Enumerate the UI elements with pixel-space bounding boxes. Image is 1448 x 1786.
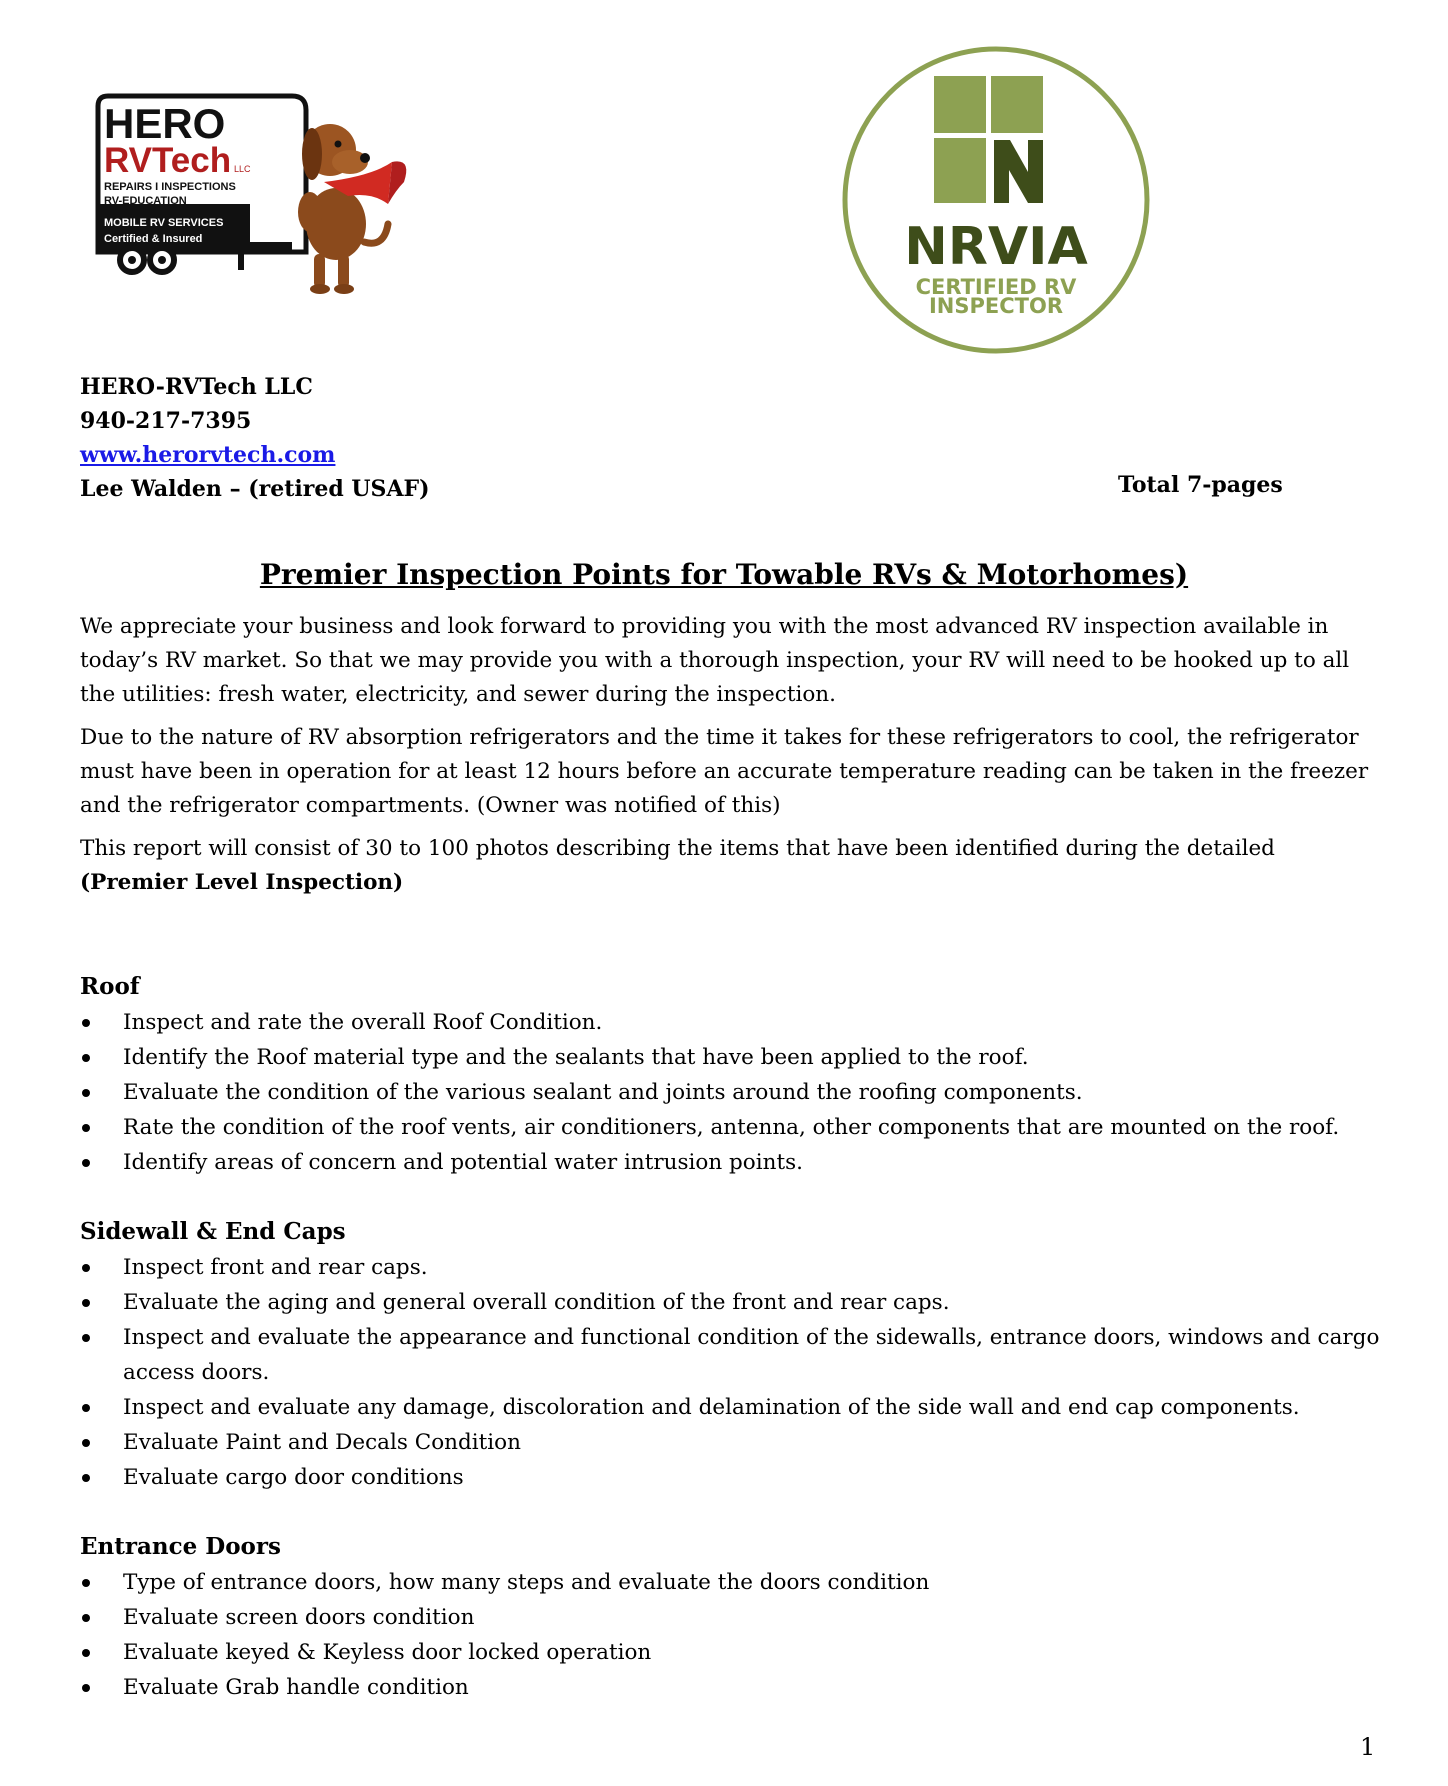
- bullet-list: [80, 1565, 1380, 1705]
- list-item: Inspect and evaluate any damage, discoloration and delamination of the side wall and end cap components.: [80, 1390, 1380, 1425]
- list-item: Evaluate Paint and Decals Condition: [80, 1425, 1380, 1460]
- nrvia-logo: [840, 44, 1152, 356]
- list-item: Evaluate screen doors condition: [80, 1600, 1380, 1635]
- intro-paragraph-3: [80, 832, 1376, 900]
- section-heading: Entrance Doors: [80, 1533, 281, 1560]
- list-item: Inspect front and rear caps.: [80, 1250, 1380, 1285]
- intro-paragraph-3-text: This report will consist of 30 to 100 photos describing the items that have been identified during the detailed: [80, 836, 1275, 861]
- section-sidewall-end-caps: [80, 1214, 1380, 1495]
- list-item: Evaluate the aging and general overall condition of the front and rear caps.: [80, 1285, 1380, 1320]
- section-heading: Sidewall & End Caps: [80, 1218, 346, 1245]
- nrvia-tag2: INSPECTOR: [928, 294, 1064, 318]
- list-item: Evaluate Grab handle condition: [80, 1670, 1380, 1705]
- list-item: Evaluate the condition of the various sealant and joints around the roofing components.: [80, 1075, 1380, 1110]
- intro-paragraph-2: Due to the nature of RV absorption refrigerators and the time it takes for these refrigerators to cool, the refrigerator must have been in operation for at least 12 hours before an accurate temperature reading can be taken in the freezer and the refrigerator compartments. (Owner was notified of this): [80, 725, 1369, 818]
- logo-services-text: REPAIRS I INSPECTIONS: [104, 181, 236, 193]
- hero-rvtech-logo: [92, 92, 412, 302]
- nrvia-name: NRVIA: [904, 217, 1088, 277]
- section-roof: [80, 969, 1380, 1180]
- phone-number: 940-217-7395: [80, 408, 252, 434]
- company-name: HERO-RVTech LLC: [80, 374, 313, 400]
- bullet-list: [80, 1005, 1380, 1180]
- logo-hero-text: HERO: [104, 100, 226, 147]
- document-title: Premier Inspection Points for Towable RVs & Motorhomes): [259, 558, 1189, 591]
- dog-mascot-icon: [298, 124, 406, 294]
- section-entrance-doors: [80, 1529, 1380, 1705]
- intro-paragraph-3-bold: (Premier Level Inspection): [80, 870, 404, 895]
- website-link[interactable]: www.herorvtech.com: [80, 442, 336, 468]
- list-item: Inspect and evaluate the appearance and functional condition of the sidewalls, entrance doors, windows and cargo access doors.: [80, 1320, 1380, 1390]
- list-item: Identify the Roof material type and the sealants that have been applied to the roof.: [80, 1040, 1380, 1075]
- page-number: 1: [1360, 1733, 1376, 1761]
- logo-mobile-text: MOBILE RV SERVICES: [104, 217, 224, 229]
- list-item: Evaluate cargo door conditions: [80, 1460, 1380, 1495]
- total-pages: Total 7-pages: [1118, 472, 1283, 498]
- section-heading: Roof: [80, 973, 140, 1000]
- contact-block: [80, 370, 430, 506]
- logo-certified-text: Certified & Insured: [104, 233, 203, 245]
- list-item: Type of entrance doors, how many steps and evaluate the doors condition: [80, 1565, 1380, 1600]
- logo-rvtech-text: RVTech: [104, 141, 232, 180]
- intro-text: [80, 610, 1376, 909]
- inspector-name: Lee Walden – (retired USAF): [80, 476, 430, 502]
- intro-paragraph-1: We appreciate your business and look forward to providing you with the most advanced RV inspection available in today’s RV market. So that we may provide you with a thorough inspection, your RV will need to be hooked up to all the utilities: fresh water, electricity, and sewer during the inspection.: [80, 614, 1350, 707]
- list-item: Rate the condition of the roof vents, air conditioners, antenna, other components that are mounted on the roof.: [80, 1110, 1380, 1145]
- logo-education-text: RV-EDUCATION: [104, 195, 187, 207]
- logo-llc-text: LLC: [234, 164, 251, 174]
- list-item: Evaluate keyed & Keyless door locked operation: [80, 1635, 1380, 1670]
- list-item: Inspect and rate the overall Roof Condition.: [80, 1005, 1380, 1040]
- nrvia-tag1: CERTIFIED RV: [915, 275, 1077, 299]
- list-item: Identify areas of concern and potential water intrusion points.: [80, 1145, 1380, 1180]
- bullet-list: [80, 1250, 1380, 1495]
